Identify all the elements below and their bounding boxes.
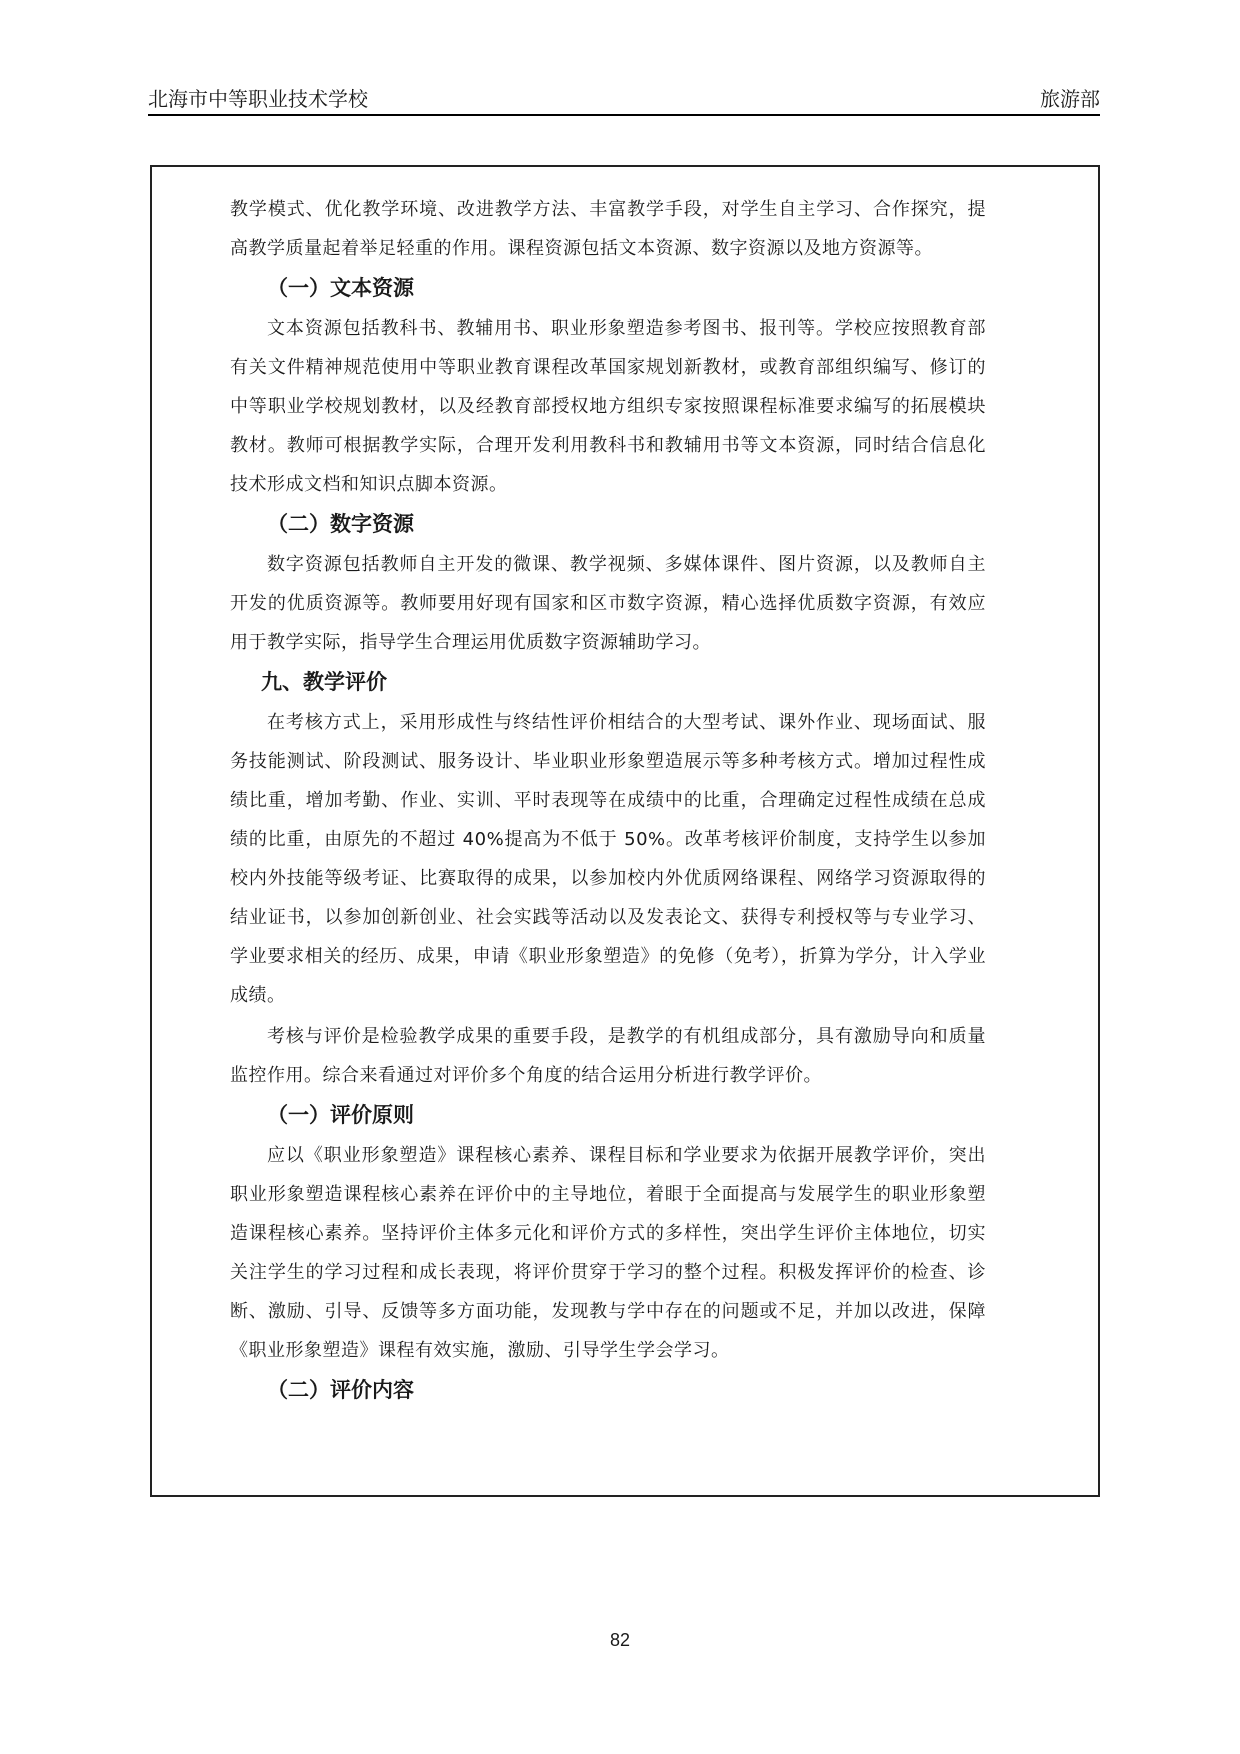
page-header	[148, 88, 1100, 116]
paragraph-text-resources: 文本资源包括教科书、教辅用书、职业形象塑造参考图书、报刊等。学校应按照教育部有关文件精神规范使用中等职业教育课程改革国家规划新教材，或教育部组织编写、修订的中等职业学校规划教材，以及经教育部授权地方组织专家按照课程标准要求编写的拓展模块教材。教师可根据教学实际，合理开发利用教科书和教辅用书等文本资源，同时结合信息化技术形成文档和知识点脚本资源。	[230, 318, 986, 495]
paragraph-principles: 应以《职业形象塑造》课程核心素养、课程目标和学业要求为依据开展教学评价，突出职业形象塑造课程核心素养在评价中的主导地位，着眼于全面提高与发展学生的职业形象塑造课程核心素养。坚持评价主体多元化和评价方式的多样性，突出学生评价主体地位，切实关注学生的学习过程和成长表现，将评价贯穿于学习的整个过程。积极发挥评价的检查、诊断、激励、引导、反馈等多方面功能，发现教与学中存在的问题或不足，并加以改进，保障《职业形象塑造》课程有效实施，激励、引导学生学会学习。	[230, 1145, 986, 1361]
department-name: 旅游部	[1040, 87, 1100, 111]
document-body	[230, 190, 986, 1411]
heading-section-9: 九、教学评价	[261, 670, 387, 694]
school-name: 北海市中等职业技术学校	[148, 87, 368, 111]
heading-text-resources: （一）文本资源	[267, 276, 414, 300]
heading-content: （二）评价内容	[267, 1378, 414, 1402]
paragraph-intro: 教学模式、优化教学环境、改进教学方法、丰富教学手段，对学生自主学习、合作探究，提高教学质量起着举足轻重的作用。课程资源包括文本资源、数字资源以及地方资源等。	[230, 199, 986, 259]
heading-principles: （一）评价原则	[267, 1103, 414, 1127]
heading-digital-resources: （二）数字资源	[267, 512, 414, 536]
paragraph-assessment-role: 考核与评价是检验教学成果的重要手段，是教学的有机组成部分，具有激励导向和质量监控作用。综合来看通过对评价多个角度的结合运用分析进行教学评价。	[230, 1026, 986, 1086]
paragraph-assessment-method: 在考核方式上，采用形成性与终结性评价相结合的大型考试、课外作业、现场面试、服务技能测试、阶段测试、服务设计、毕业职业形象塑造展示等多种考核方式。增加过程性成绩比重，增加考勤、作业、实训、平时表现等在成绩中的比重，合理确定过程性成绩在总成绩的比重，由原先的不超过 40%提高为不低于 50%。改革考核评价制度，支持学生以参加校内外技能等级考证、比赛取得的成果，以参加校内外优质网络课程、网络学习资源取得的结业证书，以参加创新创业、社会实践等活动以及发表论文、获得专利授权等与专业学习、学业要求相关的经历、成果，申请《职业形象塑造》的免修（免考），折算为学分，计入学业成绩。	[230, 712, 986, 1006]
page-number: 82	[609, 1630, 631, 1650]
paragraph-digital-resources: 数字资源包括教师自主开发的微课、教学视频、多媒体课件、图片资源，以及教师自主开发的优质资源等。教师要用好现有国家和区市数字资源，精心选择优质数字资源，有效应用于教学实际，指导学生合理运用优质数字资源辅助学习。	[230, 554, 986, 653]
